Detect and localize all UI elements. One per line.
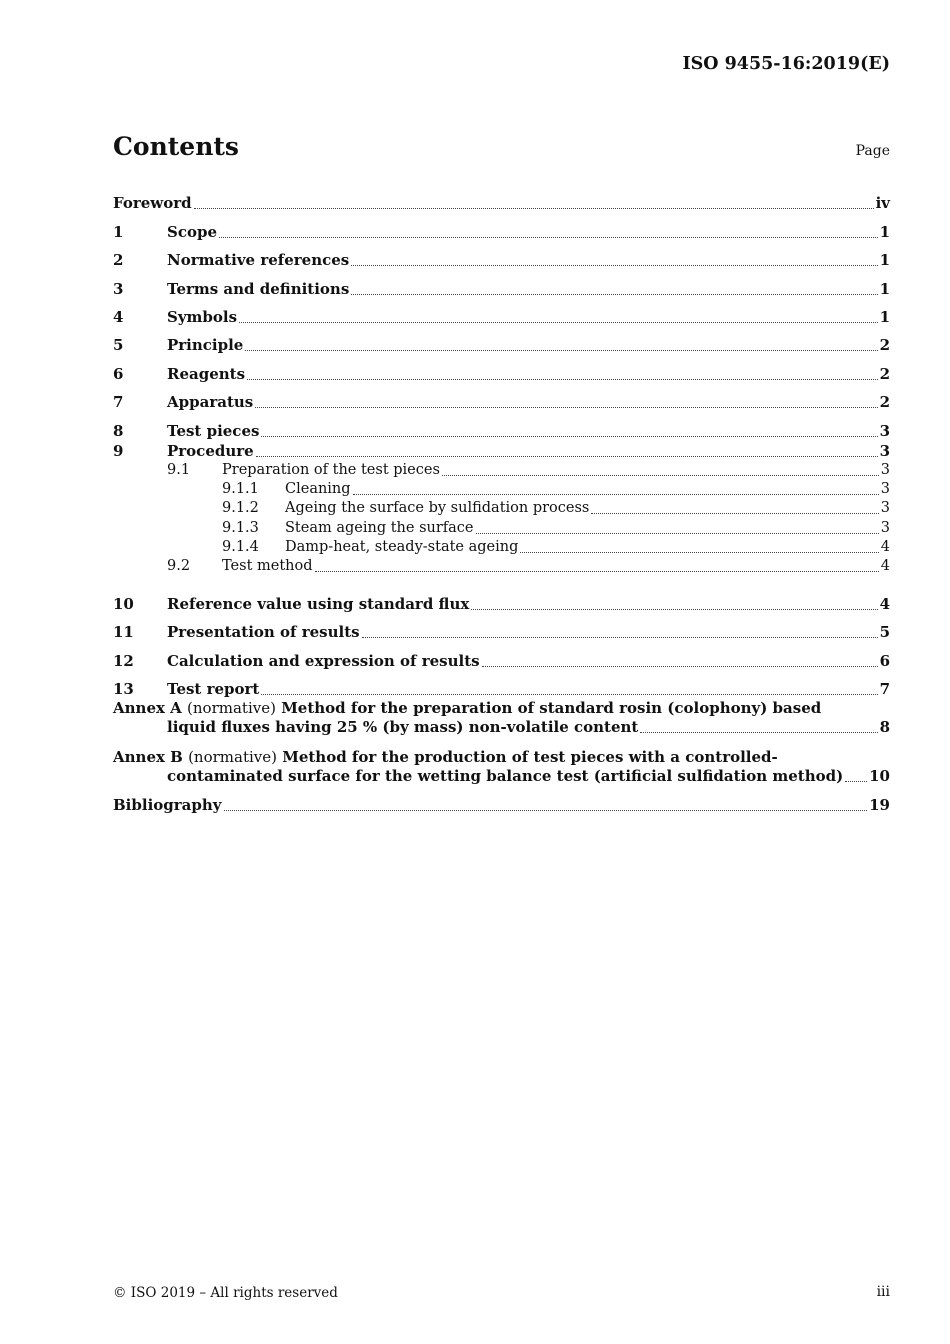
- toc-entry[interactable]: [113, 461, 890, 480]
- annex-title-line1: Method for the production of test pieces with a controlled-: [282, 747, 778, 766]
- table-of-contents: [113, 185, 890, 815]
- toc-page-number: 2: [879, 336, 890, 355]
- toc-entry-number: 7: [113, 393, 124, 412]
- dot-leader: [261, 694, 877, 695]
- toc-entry-title: Test pieces: [167, 421, 260, 440]
- dot-leader: [315, 571, 879, 572]
- dot-leader: [482, 666, 878, 667]
- toc-entry[interactable]: [113, 242, 890, 270]
- toc-entry-title: Bibliography: [113, 796, 222, 815]
- dot-leader: [362, 637, 878, 638]
- toc-entry-title: Damp-heat, steady-state ageing: [285, 539, 519, 555]
- toc-entry-number: 11: [113, 623, 134, 642]
- annex-title-line1: Method for the preparation of standard rosin (colophony) based: [281, 699, 822, 718]
- toc-entry-title: Steam ageing the surface: [285, 519, 474, 536]
- toc-page-number: 10: [869, 766, 890, 785]
- toc-entry[interactable]: [113, 642, 890, 670]
- toc-entry[interactable]: [113, 499, 890, 518]
- toc-entry-number: 9.2: [167, 558, 191, 575]
- dot-leader: [471, 609, 877, 610]
- toc-entry[interactable]: [113, 412, 890, 440]
- toc-entry-number: 6: [113, 364, 124, 383]
- page-column-label: Page: [855, 143, 890, 159]
- dot-leader: [351, 265, 877, 266]
- toc-page-number: 6: [879, 651, 890, 670]
- toc-entry-number: 10: [113, 595, 134, 614]
- toc-entry-title: Preparation of the test pieces: [222, 461, 440, 478]
- toc-page-number: 3: [880, 519, 890, 536]
- toc-page-number: 7: [879, 680, 890, 699]
- dot-leader: [239, 322, 878, 323]
- toc-entry-title: Principle: [167, 336, 244, 355]
- page-title: Contents: [113, 132, 240, 161]
- toc-annex-a[interactable]: [113, 699, 890, 748]
- toc-entry-title: Ageing the surface by sulfidation process: [285, 500, 590, 517]
- toc-entry-title: Reference value using standard flux: [167, 595, 470, 614]
- toc-entry-title: Normative references: [167, 251, 350, 270]
- toc-entry[interactable]: [113, 213, 890, 241]
- toc-entry[interactable]: [113, 355, 890, 383]
- dot-leader: [353, 494, 879, 495]
- toc-entry[interactable]: [113, 299, 890, 327]
- toc-entry-number: 1: [113, 222, 124, 241]
- toc-entry-number: 12: [113, 651, 134, 670]
- toc-entry[interactable]: [113, 586, 890, 614]
- toc-page-number: 1: [879, 279, 890, 298]
- toc-page-number: 8: [879, 718, 890, 737]
- dot-leader: [256, 456, 878, 457]
- toc-entry[interactable]: [113, 185, 890, 213]
- toc-page-number: 3: [880, 461, 890, 478]
- toc-page-number: 4: [880, 558, 890, 575]
- toc-page-number: 1: [879, 251, 890, 270]
- toc-entry-title: Scope: [167, 222, 218, 241]
- toc-page-number: 2: [879, 393, 890, 412]
- toc-entry-title: Test report: [167, 680, 260, 699]
- annex-type: (normative): [187, 699, 276, 718]
- dot-leader: [219, 237, 878, 238]
- toc-entry-number: 3: [113, 279, 124, 298]
- toc-entry-number: 9.1: [167, 461, 191, 478]
- toc-page-number: 3: [880, 481, 890, 498]
- toc-entry-title: Presentation of results: [167, 623, 360, 642]
- toc-page-number: 1: [879, 307, 890, 326]
- footer-copyright: © ISO 2019 – All rights reserved: [113, 1285, 338, 1301]
- toc-entry-number: 9.1.2: [222, 500, 259, 517]
- toc-entry-title: Reagents: [167, 364, 246, 383]
- toc-entry-number: 5: [113, 336, 124, 355]
- toc-entry[interactable]: [113, 557, 890, 586]
- toc-entry-title: Symbols: [167, 307, 238, 326]
- annex-title-line2: liquid fluxes having 25 % (by mass) non-volatile content: [167, 718, 639, 737]
- toc-entry[interactable]: [113, 614, 890, 642]
- dot-leader: [845, 781, 867, 782]
- toc-entry-number: 8: [113, 421, 124, 440]
- toc-entry-number: 4: [113, 307, 124, 326]
- toc-page-number: 19: [869, 796, 890, 815]
- dot-leader: [640, 732, 877, 733]
- dot-leader: [247, 379, 878, 380]
- toc-entry-number: 9.1.3: [222, 519, 259, 536]
- toc-entry[interactable]: [113, 384, 890, 412]
- toc-page-number: iv: [875, 194, 890, 213]
- annex-title-line2: contaminated surface for the wetting balance test (artificial sulfidation method): [167, 766, 844, 785]
- document-id: ISO 9455-16:2019(E): [682, 54, 890, 74]
- toc-page-number: 3: [879, 441, 890, 460]
- annex-label: Annex B: [113, 747, 183, 766]
- toc-entry-number: 2: [113, 251, 124, 270]
- dot-leader: [194, 208, 874, 209]
- toc-page-number: 3: [879, 421, 890, 440]
- toc-entry[interactable]: [113, 518, 890, 537]
- footer-page-number: iii: [876, 1284, 890, 1300]
- toc-entry-title: Cleaning: [285, 481, 351, 498]
- toc-entry-title: Procedure: [167, 441, 254, 460]
- toc-bibliography[interactable]: [113, 795, 890, 815]
- annex-label: Annex A: [113, 699, 182, 718]
- dot-leader: [442, 475, 879, 476]
- toc-annex-b[interactable]: [113, 748, 890, 796]
- toc-page-number: 5: [879, 623, 890, 642]
- toc-entry[interactable]: [113, 270, 890, 298]
- dot-leader: [224, 810, 868, 811]
- toc-entry[interactable]: [113, 480, 890, 499]
- toc-entry-title: Apparatus: [167, 393, 254, 412]
- dot-leader: [261, 436, 877, 437]
- toc-page-number: 4: [880, 539, 890, 555]
- dot-leader: [520, 552, 878, 553]
- toc-entry-title: Terms and definitions: [167, 279, 350, 298]
- dot-leader: [351, 294, 877, 295]
- toc-page-number: 2: [879, 364, 890, 383]
- toc-entry[interactable]: [113, 441, 890, 461]
- toc-entry-title: Test method: [222, 558, 313, 575]
- toc-entry-number: 9.1.1: [222, 481, 259, 498]
- dot-leader: [591, 513, 878, 514]
- toc-entry-title: Calculation and expression of results: [167, 651, 480, 670]
- toc-entry[interactable]: [113, 538, 890, 557]
- toc-page-number: 1: [879, 222, 890, 241]
- toc-entry-number: 9.1.4: [222, 539, 259, 555]
- toc-entry-number: 13: [113, 680, 134, 699]
- toc-entry-title: Foreword: [113, 194, 192, 213]
- toc-entry[interactable]: [113, 671, 890, 699]
- toc-entry-list: [113, 185, 890, 699]
- toc-page-number: 3: [880, 500, 890, 517]
- toc-entry-number: 9: [113, 441, 124, 460]
- dot-leader: [476, 533, 879, 534]
- toc-entry[interactable]: [113, 327, 890, 355]
- dot-leader: [255, 407, 877, 408]
- annex-type: (normative): [188, 747, 277, 766]
- dot-leader: [245, 350, 877, 351]
- toc-page-number: 4: [879, 595, 890, 614]
